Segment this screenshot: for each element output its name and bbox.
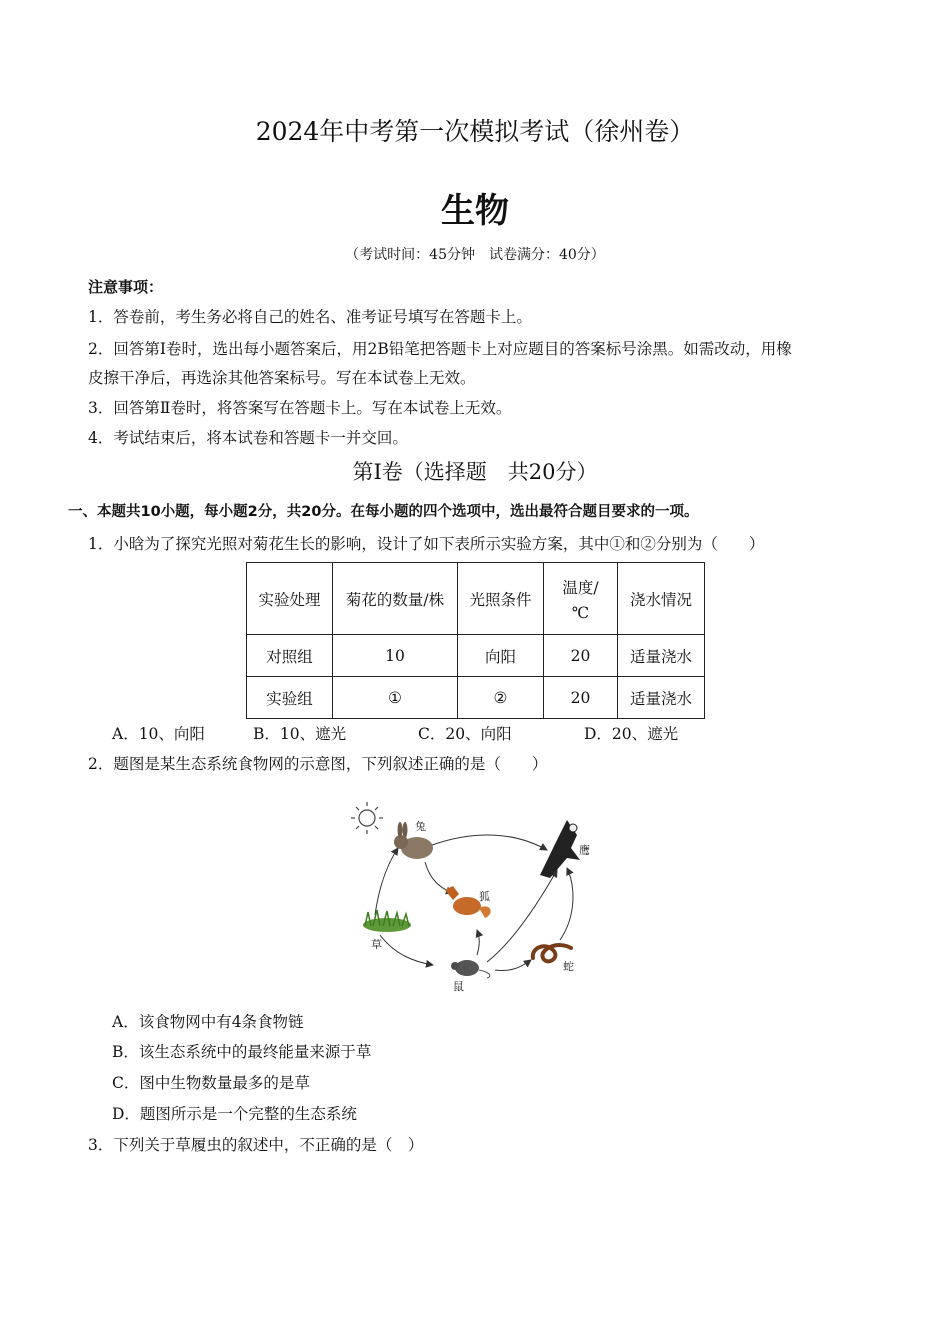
table-header-cell: 实验处理 (247, 563, 333, 635)
table-cell: 20 (544, 677, 618, 719)
q1-option-c: C．20、向阳 (418, 725, 512, 743)
note-item: 4．考试结束后，将本试卷和答题卡一并交回。 (88, 429, 408, 447)
table-cell: 向阳 (458, 635, 544, 677)
note-item: 1．答卷前，考生务必将自己的姓名、准考证号填写在答题卡上。 (88, 308, 532, 326)
sun-icon (351, 802, 383, 834)
arrow-snake-eagle (560, 868, 573, 940)
q2-option-c: C．图中生物数量最多的是草 (112, 1074, 310, 1092)
table-header-cell (544, 563, 618, 635)
exam-title: 2024年中考第一次模拟考试（徐州卷） (255, 117, 695, 146)
note-item: 2．回答第Ⅰ卷时，选出每小题答案后，用2B铅笔把答题卡上对应题目的答案标号涂黑。如需改动，用橡 (88, 340, 792, 358)
table-row (247, 677, 705, 719)
q1-option-a: A．10、向阳 (112, 725, 205, 743)
label-fox: 狐 (479, 890, 490, 903)
part-instruction: 一、本题共10小题，每小题2分，共20分。在每小题的四个选项中，选出最符合题目要求的一项。 (68, 504, 699, 520)
arrow-grass-mouse (380, 935, 433, 965)
table-cell: ② (458, 677, 544, 719)
label-grass: 草 (371, 938, 382, 951)
table-cell: 实验组 (247, 677, 333, 719)
experiment-table (246, 562, 705, 719)
table-cell: 适量浇水 (618, 677, 705, 719)
snake-icon (533, 945, 571, 961)
arrow-grass-rabbit (375, 848, 398, 915)
q1-option-b: B．10、遮光 (253, 725, 347, 743)
table-row (247, 635, 705, 677)
q2-option-a: A．该食物网中有4条食物链 (112, 1013, 304, 1031)
table-cell: ① (333, 677, 458, 719)
table-cell: 10 (333, 635, 458, 677)
subject-title: 生物 (441, 191, 509, 231)
notes-heading: 注意事项： (88, 278, 164, 296)
table-header-cell: 光照条件 (458, 563, 544, 635)
arrow-mouse-fox (477, 930, 479, 955)
temp-header-line2: ℃ (571, 603, 590, 622)
grass-icon (363, 910, 411, 932)
question-2-stem: 2．题图是某生态系统食物网的示意图，下列叙述正确的是（ ） (88, 755, 548, 773)
q2-option-d: D．题图所示是一个完整的生态系统 (112, 1105, 357, 1123)
label-rabbit: 兔 (415, 820, 426, 833)
section-title: 第Ⅰ卷（选择题 共20分） (352, 460, 598, 484)
q2-option-b: B．该生态系统中的最终能量来源于草 (112, 1043, 372, 1061)
table-header-row (247, 563, 705, 635)
arrow-rabbit-eagle (432, 835, 547, 850)
table-header-cell: 菊花的数量/株 (333, 563, 458, 635)
label-mouse: 鼠 (453, 980, 464, 993)
question-3-stem: 3．下列关于草履虫的叙述中，不正确的是（ ） (88, 1136, 424, 1154)
question-1-stem: 1．小晗为了探究光照对菊花生长的影响，设计了如下表所示实验方案，其中①和②分别为（ ） (88, 535, 765, 553)
label-eagle: 鹰 (579, 844, 590, 857)
table-cell: 对照组 (247, 635, 333, 677)
temp-header-line1: 温度/ (562, 578, 599, 597)
label-snake: 蛇 (563, 960, 574, 973)
rabbit-icon (394, 822, 433, 859)
arrow-mouse-snake (495, 960, 531, 971)
note-item: 3．回答第Ⅱ卷时，将答案写在答题卡上。写在本试卷上无效。 (88, 399, 512, 417)
q1-option-d: D．20、遮光 (584, 725, 679, 743)
note-item: 皮擦干净后，再选涂其他答案标号。写在本试卷上无效。 (88, 369, 476, 387)
table-cell: 20 (544, 635, 618, 677)
mouse-icon (451, 960, 490, 978)
table-header-cell: 浇水情况 (618, 563, 705, 635)
exam-info: （考试时间：45分钟 试卷满分：40分） (345, 247, 605, 263)
table-cell: 适量浇水 (618, 635, 705, 677)
food-web-diagram (335, 790, 595, 1000)
